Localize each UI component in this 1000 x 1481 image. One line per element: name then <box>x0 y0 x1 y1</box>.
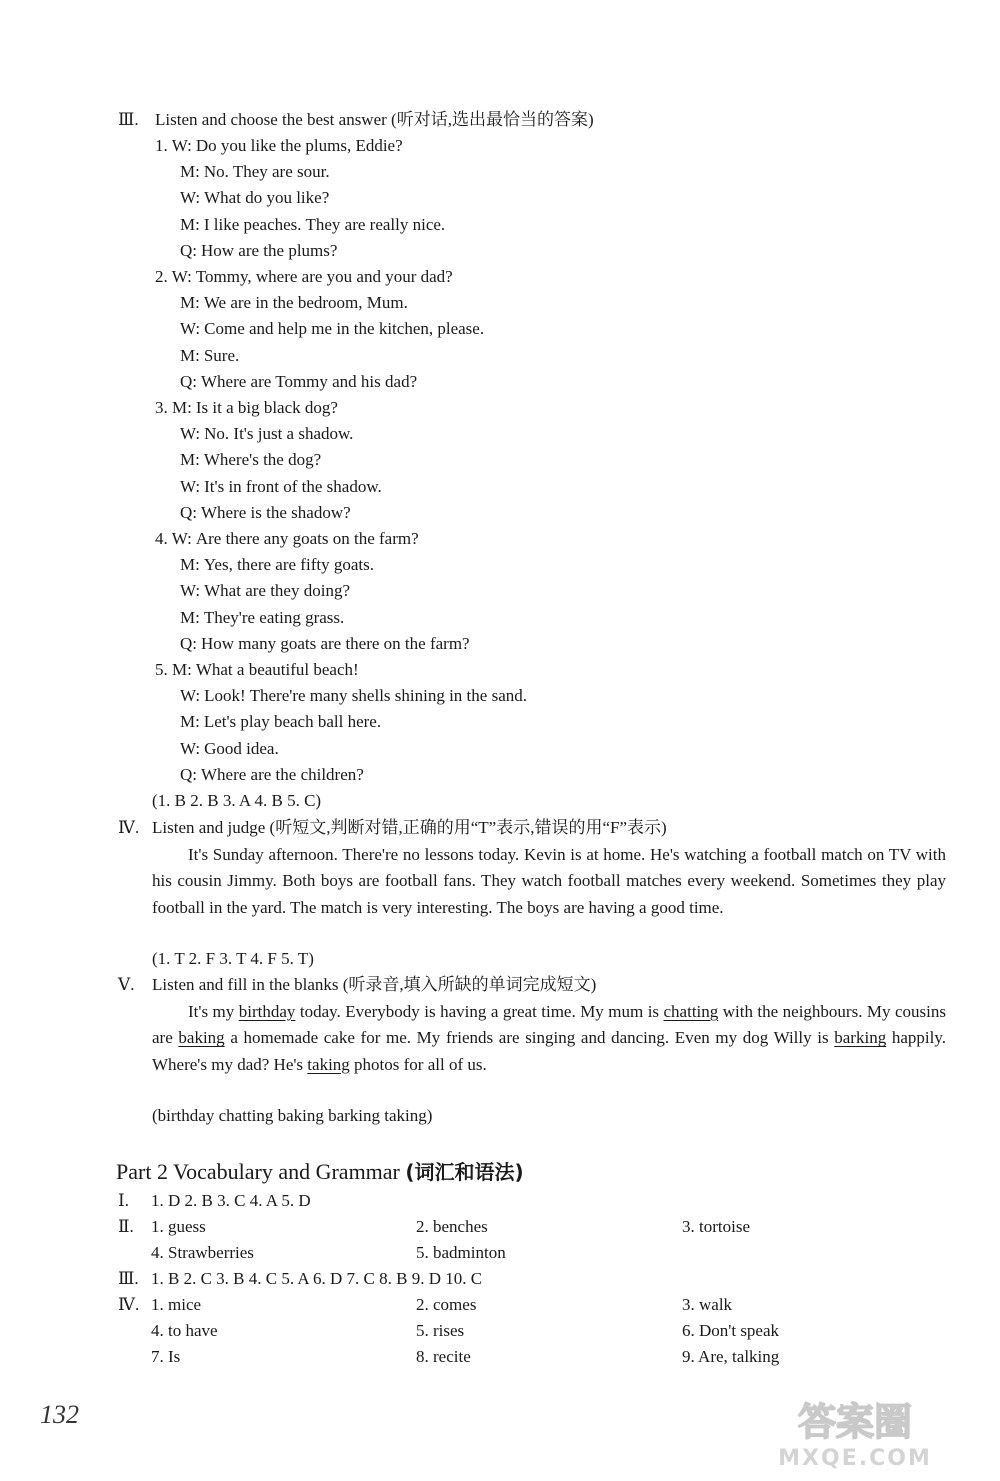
dialogue-text: What are they doing? <box>204 581 350 601</box>
dialogue-text: We are in the bedroom, Mum. <box>203 293 408 313</box>
dialogue-line <box>180 240 337 262</box>
part2-iii-answers: 1. B 2. C 3. B 4. C 5. A 6. D 7. C 8. B 9. D 10. C <box>151 1269 483 1288</box>
part2-iii-number: Ⅲ. <box>118 1269 139 1288</box>
blank-answer: barking <box>834 1028 887 1048</box>
dialogue-line <box>180 476 382 498</box>
dialogue-text: Yes, there are fifty goats. <box>203 555 374 575</box>
speaker-label: W: <box>180 476 201 496</box>
watermark-bottom-text: MXQE.COM <box>778 1446 932 1471</box>
blank-answer: birthday <box>238 1002 296 1021</box>
answer-item: 2. benches <box>416 1217 488 1236</box>
speaker-label: M: <box>180 293 200 313</box>
section-3-answers: (1. B 2. B 3. A 4. B 5. C) <box>152 791 322 810</box>
speaker-label: W: <box>180 686 201 706</box>
dialogue-text: What a beautiful beach! <box>195 660 359 679</box>
section-5-number: Ⅴ. <box>118 975 135 994</box>
part-2-title: Part 2 Vocabulary and Grammar (词汇和语法) <box>116 1159 524 1184</box>
speaker-label: M: <box>180 712 200 732</box>
part2-iv-number: Ⅳ. <box>118 1295 140 1314</box>
blank-answer: chatting <box>663 1002 719 1021</box>
section-3-number: Ⅲ. <box>118 110 139 129</box>
dialogue-line <box>180 607 344 629</box>
dialogue-text: What do you like? <box>204 188 330 208</box>
dialogue-text: How are the plums? <box>201 240 338 260</box>
dialogue-text: I like peaches. They are really nice. <box>203 214 446 234</box>
speaker-label: M: <box>180 345 200 365</box>
dialogue-line <box>180 345 239 367</box>
part2-ii-number: Ⅱ. <box>118 1217 134 1236</box>
speaker-label: Q: <box>180 633 197 653</box>
dialogue-line <box>180 502 351 524</box>
part2-i-answers: 1. D 2. B 3. C 4. A 5. D <box>151 1191 311 1210</box>
dialogue-line <box>155 397 338 419</box>
section-5-heading: Listen and fill in the blanks (听录音,填入所缺的单词完成短文) <box>152 975 597 994</box>
dialogue-line <box>155 135 403 157</box>
dialogue-line <box>180 292 408 314</box>
speaker-label: M: <box>180 450 200 470</box>
speaker-label: M: <box>180 607 200 627</box>
dialogue-line <box>180 187 329 209</box>
speaker-label: 5. M: <box>155 660 192 679</box>
page-number: 132 <box>40 1400 79 1429</box>
speaker-label: 1. W: <box>155 136 192 155</box>
dialogue-text: Look! There're many shells shining in the sand. <box>204 686 527 706</box>
dialogue-line <box>180 633 470 655</box>
dialogue-line <box>155 528 419 550</box>
answer-item: 6. Don't speak <box>682 1321 780 1340</box>
speaker-label: W: <box>180 738 201 758</box>
answer-item: 9. Are, talking <box>682 1347 780 1366</box>
speaker-label: 3. M: <box>155 398 192 417</box>
section-5-passage: It's my birthday today. Everybody is having a great time. My mum is chatting with the neighbours. My cousins are baking a homemade cake for me. My friends are singing and dancing. Even my dog Willy is barking happily. Where's my dad? He's taking photos for all of us. <box>152 1002 946 1074</box>
speaker-label: Q: <box>180 240 197 260</box>
watermark-top-text: 答案圈 <box>797 1400 913 1444</box>
dialogue-text: Sure. <box>203 345 240 365</box>
section-4-heading: Listen and judge (听短文,判断对错,正确的用“T”表示,错误的用“F”表示) <box>152 818 667 837</box>
answer-item: 7. Is <box>151 1347 181 1366</box>
speaker-label: W: <box>180 424 201 444</box>
answer-item: 5. rises <box>416 1321 465 1340</box>
section-4-number: Ⅳ. <box>118 818 140 837</box>
dialogue-text: Where are Tommy and his dad? <box>201 371 418 391</box>
section-3-heading: Listen and choose the best answer (听对话,选出最恰当的答案) <box>155 110 594 129</box>
dialogue-line <box>180 423 353 445</box>
dialogue-line <box>180 318 484 340</box>
answer-item: 5. badminton <box>416 1243 506 1262</box>
section-4-answers: (1. T 2. F 3. T 4. F 5. T) <box>152 949 314 968</box>
dialogue-line <box>180 764 364 786</box>
speaker-label: 2. W: <box>155 267 192 286</box>
part2-i-number: Ⅰ. <box>118 1191 129 1210</box>
dialogue-text: They're eating grass. <box>203 607 345 627</box>
section-4-passage: It's Sunday afternoon. There're no lessons today. Kevin is at home. He's watching a football match on TV with his cousin Jimmy. Both boys are football fans. They watch football matches every weekend. Sometimes they play football in the yard. The match is very interesting. The boys are having a good time. <box>152 845 946 917</box>
watermark-logo <box>740 1391 970 1471</box>
speaker-label: Q: <box>180 502 197 522</box>
dialogue-text: Is it a big black dog? <box>195 398 338 417</box>
answer-item: 8. recite <box>416 1347 471 1366</box>
speaker-label: Q: <box>180 764 197 784</box>
speaker-label: W: <box>180 319 201 339</box>
answer-item: 4. Strawberries <box>151 1243 254 1262</box>
speaker-label: 4. W: <box>155 529 192 548</box>
dialogue-text: Are there any goats on the farm? <box>195 529 419 548</box>
speaker-label: M: <box>180 162 200 182</box>
dialogue-text: Good idea. <box>204 738 279 758</box>
dialogue-line <box>180 161 330 183</box>
dialogue-text: Let's play beach ball here. <box>203 712 382 732</box>
dialogue-text: Do you like the plums, Eddie? <box>195 136 403 155</box>
blank-answer: taking <box>307 1054 350 1074</box>
dialogue-text: Where is the shadow? <box>201 502 351 522</box>
section-5-answers: (birthday chatting baking barking taking) <box>152 1106 433 1125</box>
dialogue-text: No. It's just a shadow. <box>204 424 354 444</box>
dialogue-text: Where are the children? <box>201 764 364 784</box>
dialogue-line <box>180 214 445 236</box>
speaker-label: M: <box>180 555 200 575</box>
dialogue-line <box>180 371 417 393</box>
answer-item: 1. mice <box>151 1295 202 1314</box>
answer-item: 4. to have <box>151 1321 218 1340</box>
dialogue-text: Where's the dog? <box>203 450 322 470</box>
dialogue-line <box>180 711 381 733</box>
dialogue-line <box>155 659 359 681</box>
speaker-label: M: <box>180 214 200 234</box>
dialogue-text: Come and help me in the kitchen, please. <box>204 319 485 339</box>
dialogue-line <box>180 449 321 471</box>
dialogue-line <box>180 554 374 576</box>
dialogue-text: Tommy, where are you and your dad? <box>195 267 453 286</box>
answer-item: 3. walk <box>682 1295 733 1314</box>
dialogue-text: No. They are sour. <box>203 162 330 182</box>
dialogue-line <box>180 685 527 707</box>
dialogue-line <box>180 580 350 602</box>
dialogue-line <box>180 738 279 760</box>
dialogue-text: How many goats are there on the farm? <box>201 633 470 653</box>
answer-item: 1. guess <box>151 1217 206 1236</box>
dialogue-text: It's in front of the shadow. <box>204 476 382 496</box>
dialogue-line <box>155 266 453 288</box>
speaker-label: W: <box>180 188 201 208</box>
answer-item: 2. comes <box>416 1295 477 1314</box>
blank-answer: baking <box>178 1028 225 1048</box>
speaker-label: W: <box>180 581 201 601</box>
answer-item: 3. tortoise <box>682 1217 750 1236</box>
speaker-label: Q: <box>180 371 197 391</box>
